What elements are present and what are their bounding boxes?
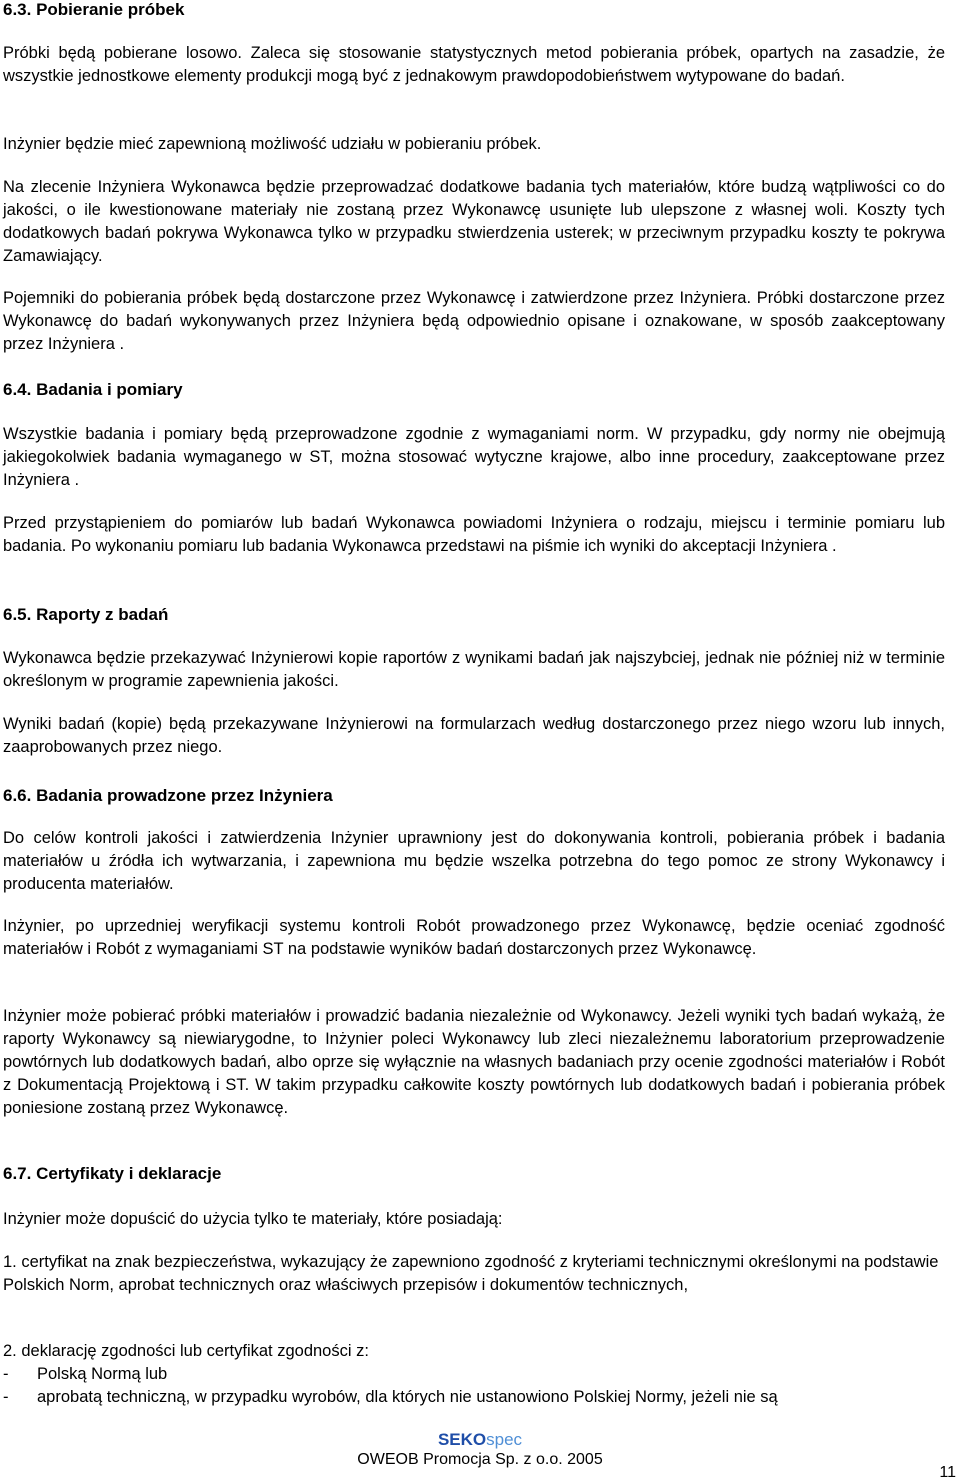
paragraph: Inżynier, po uprzedniej weryfikacji systemu kontroli Robót prowadzonego przez Wykonawcę, będzie oceniać zgodność materiałów i Robót z wymaganiami ST na podstawie wyników badań dostarczonych przez Wykonawcę. [3,917,945,958]
paragraph: Do celów kontroli jakości i zatwierdzenia Inżynier uprawniony jest do dokonywania kontroli, pobierania próbek i badania materiałów u źródła ich wytwarzania, i zapewniona mu będzie wszelka potrzebna do tego pomoc ze strony Wykonawcy i producenta materiałów. [3,829,945,893]
dash-bullet: - [3,1365,9,1383]
section-heading-6-6 [3,784,945,807]
page-number: 11 [939,1464,956,1481]
footer-company-text: OWEOB Promocja Sp. z o.o. 2005 [357,1451,603,1468]
section-number: 6.6. [3,786,32,805]
paragraph: Na zlecenie Inżyniera Wykonawca będzie przeprowadzać dodatkowe badania tych materiałów, które budzą wątpliwości co do jakości, o ile kwestionowane materiały nie zostaną przez Wykonawcę usunięte lub ulepszone z własnej woli. Koszty tych dodatkowych badań pokrywa Wykonawca tylko w przypadku stwierdzenia usterek; w przeciwnym przypadku koszty te pokrywa Zamawiający. [3,178,945,265]
paragraph: Próbki będą pobierane losowo. Zaleca się stosowanie statystycznych metod pobierania próbek, opartych na zasadzie, że wszystkie jednostkowe elementy produkcji mogą być z jednakowym prawdopodobieństwem wytypowane do badań. [3,44,945,85]
section-title: Raporty z badań [36,605,169,624]
paragraph: Inżynier może dopuścić do użycia tylko te materiały, które posiadają: [3,1210,503,1228]
paragraph: Wyniki badań (kopie) będą przekazywane Inżynierowi na formularzach według dostarczonego przez niego wzoru lub innych, zaaprobowanych przez niego. [3,715,945,756]
sub-list-text: Polską Normą lub [37,1365,168,1383]
logo-part-2: spec [486,1430,523,1449]
paragraph: Inżynier może pobierać próbki materiałów i prowadzić badania niezależnie od Wykonawcy. Jeżeli wyniki tych badań wykażą, że raporty Wykonawcy są niewiarygodne, to Inżynier poleci Wykonawcy lub zleci niezależnemu laboratorium przeprowadzenie powtórnych lub dodatkowych badań, albo oprze się wyłącznie na własnych badaniach przy ocenie zgodności materiałów i Robót z Dokumentacją Projektową i ST. W takim przypadku całkowite koszty powtórnych lub dodatkowych badań i pobierania próbek poniesione zostaną przez Wykonawcę. [3,1007,945,1117]
sub-list-text: aprobatą techniczną, w przypadku wyrobów, dla których nie ustanowiono Polskiej Normy, jeżeli nie są [37,1388,778,1406]
sub-list-item [3,1363,945,1386]
section-heading-6-7 [3,1162,945,1185]
list-item: 1. certyfikat na znak bezpieczeństwa, wykazujący że zapewniono zgodność z kryteriami technicznymi określonymi na podstawie Polskich Norm, aprobat technicznych oraz właściwych przepisów i dokumentów technicznych, [3,1253,939,1294]
list-item: 2. deklarację zgodności lub certyfikat zgodności z: [3,1342,369,1360]
section-title: Certyfikaty i deklaracje [36,1164,222,1183]
paragraph: Pojemniki do pobierania próbek będą dostarczone przez Wykonawcę i zatwierdzone przez Inżyniera. Próbki dostarczone przez Wykonawcę do badań wykonywanych przez Inżyniera będą odpowiednio opisane i oznakowane, w sposób zaakceptowany przez Inżyniera . [3,289,945,353]
paragraph: Inżynier będzie mieć zapewnioną możliwość udziału w pobieraniu próbek. [3,135,542,153]
paragraph: Wykonawca będzie przekazywać Inżynierowi kopie raportów z wynikami badań jak najszybciej, jednak nie później niż w terminie określonym w programie zapewnienia jakości. [3,649,945,690]
section-heading-6-5 [3,603,945,626]
section-number: 6.7. [3,1164,32,1183]
dash-bullet: - [3,1388,9,1406]
page-footer [0,1430,960,1470]
section-title: Badania i pomiary [36,380,183,399]
paragraph: Przed przystąpieniem do pomiarów lub badań Wykonawca powiadomi Inżyniera o rodzaju, miejscu i terminie pomiaru lub badania. Po wykonaniu pomiaru lub badania Wykonawca przedstawi na piśmie ich wyniki do akceptacji Inżyniera . [3,514,945,555]
logo-part-1: SEKO [437,1430,487,1449]
section-number: 6.4. [3,380,32,399]
section-heading-6-4 [3,378,945,401]
section-heading-6-3: 6.3. Pobieranie próbek [3,0,185,19]
paragraph: Wszystkie badania i pomiary będą przeprowadzone zgodnie z wymaganiami norm. W przypadku, gdy normy nie obejmują jakiegokolwiek badania wymaganego w ST, można stosować wytyczne krajowe, albo inne procedury, zaakceptowane przez Inżyniera . [3,425,945,489]
sub-list-item [3,1386,945,1409]
section-title: Badania prowadzone przez Inżyniera [36,786,333,805]
section-number: 6.5. [3,605,32,624]
company-logo [0,1430,960,1450]
